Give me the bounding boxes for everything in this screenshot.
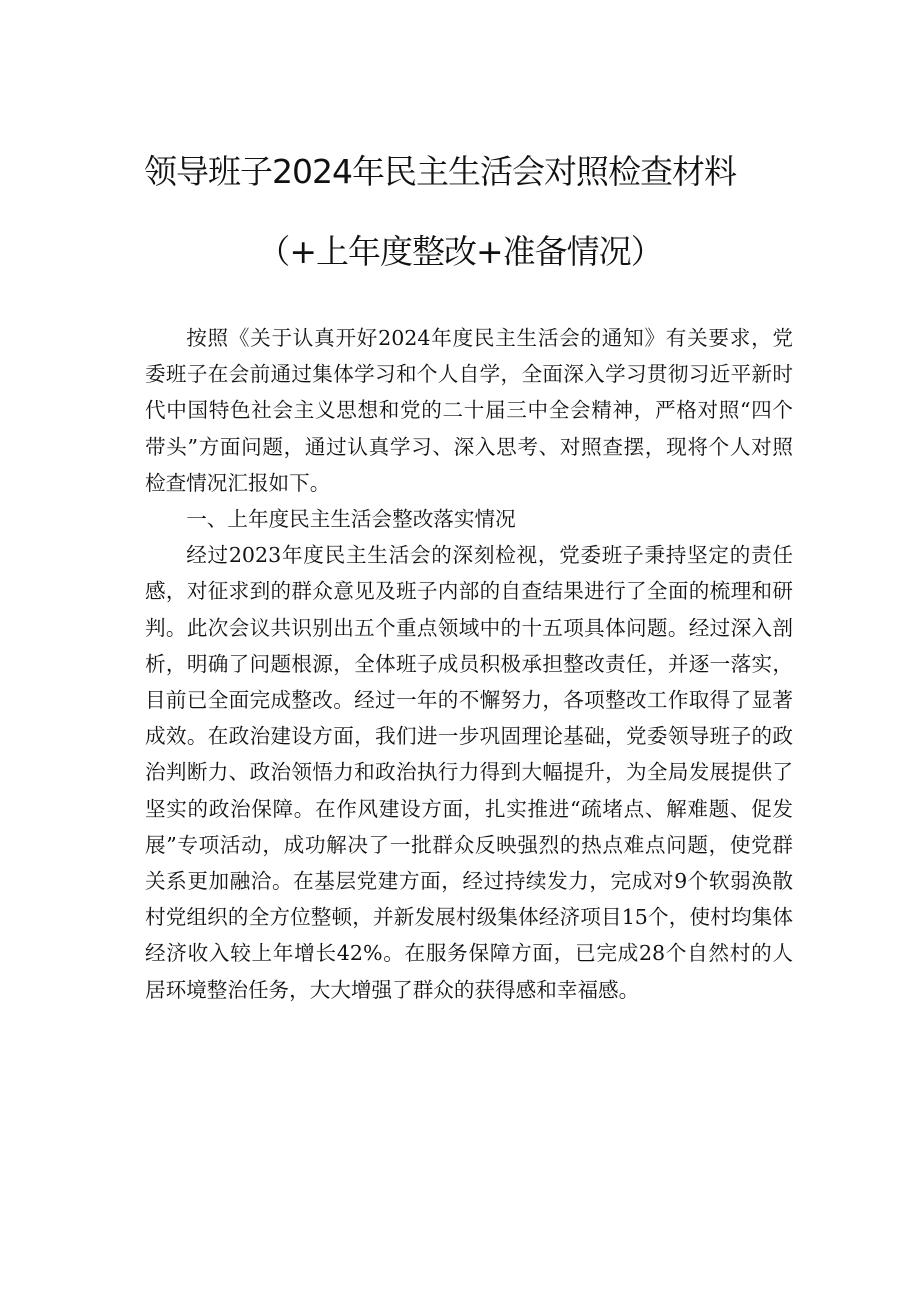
document-title: 领导班子2024年民主生活会对照检查材料 [144, 152, 736, 191]
document-subtitle: （+上年度整改+准备情况） [257, 232, 663, 271]
intro-paragraph: 按照《关于认真开好2024年度民主生活会的通知》有关要求，党委班子在会前通过集体学习和个人自学，全面深入学习贯彻习近平新时代中国特色社会主义思想和党的二十届三中全会精神，严格对照“四个带头”方面问题，通过认真学习、深入思考、对照查摆，现将个人对照检查情况汇报如下。 [145, 326, 793, 495]
section-heading: 一、上年度民主生活会整改落实情况 [186, 507, 516, 532]
document-body [145, 320, 793, 1008]
section-paragraph: 经过2023年度民主生活会的深刻检视，党委班子秉持坚定的责任感，对征求到的群众意见及班子内部的自查结果进行了全面的梳理和研判。此次会议共识别出五个重点领域中的十五项具体问题。经过深入剖析，明确了问题根源，全体班子成员积极承担整改责任，并逐一落实，目前已全面完成整改。经过一年的不懈努力，各项整改工作取得了显著成效。在政治建设方面，我们进一步巩固理论基础，党委领导班子的政治判断力、政治领悟力和政治执行力得到大幅提升，为全局发展提供了坚实的政治保障。在作风建设方面，扎实推进“疏堵点、解难题、促发展”专项活动，成功解决了一批群众反映强烈的热点难点问题，使党群关系更加融洽。在基层党建方面，经过持续发力，完成对9个软弱涣散村党组织的全方位整顿，并新发展村级集体经济项目15个，使村均集体经济收入较上年增长42%。在服务保障方面，已完成28个自然村的人居环境整治任务，大大增强了群众的获得感和幸福感。 [145, 543, 793, 1002]
